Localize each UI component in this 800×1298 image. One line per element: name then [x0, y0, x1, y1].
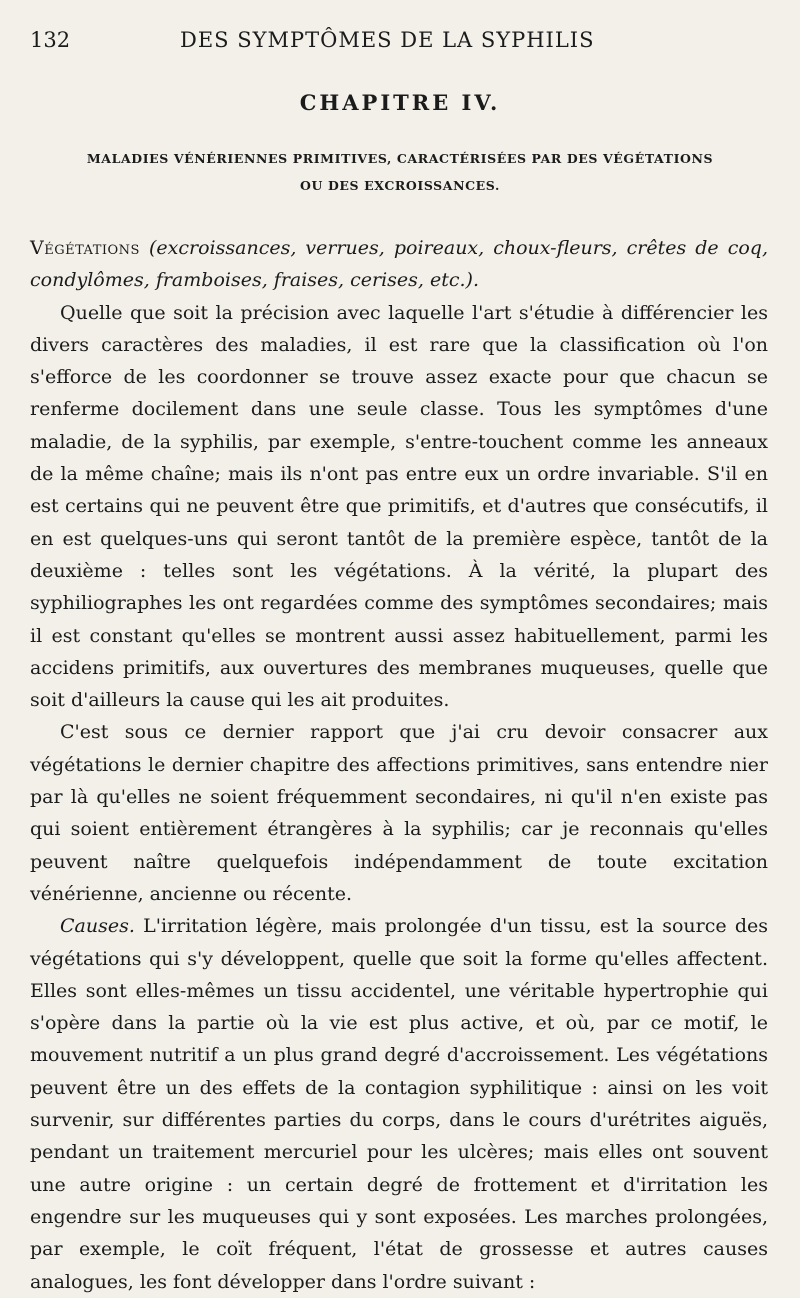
- running-header: [30, 28, 774, 60]
- section-heading: [30, 232, 768, 297]
- paragraph-2: C'est sous ce dernier rapport que j'ai cru devoir consacrer aux végétations le dernier chapitre des affections primitives, sans entendre nier par là qu'elles ne soient fréquemment secondaires, ni qu'il n'en existe pas qui soient entièrement étrangères à la syphilis; car je reconnais qu'elles peuvent naître quelquefois indépendamment de toute excitation vénérienne, ancienne ou récente.: [30, 721, 768, 905]
- chapter-subtitle-line-1: MALADIES VÉNÉRIENNES PRIMITIVES, CARACTÉRISÉES PAR DES VÉGÉTATIONS: [86, 151, 714, 166]
- paragraph-3: [30, 910, 768, 1298]
- paragraph-3-text: L'irritation légère, mais prolongée d'un tissu, est la source des végétations qui s'y développent, quelle que soit la forme qu'elles affectent. Elles sont elles-mêmes un tissu accidentel, une véritable hypertrophie qui s'opère dans la partie où la vie est plus active, et où, par ce motif, le mouvement nutritif a un plus grand degré d'accroissement. Les végétations peuvent être un des effets de la contagion syphilitique : ainsi on les voit survenir, sur différentes parties du corps, dans le cours d'urétrites aiguës, pendant un traitement mercuriel pour les ulcères; mais elles ont souvent une autre origine : un certain degré de frottement et d'irritation les engendre sur les muqueuses qui y sont exposées. Les marches prolongées, par exemple, le coït fréquent, l'état de grossesse et autres causes analogues, les font développer dans l'ordre suivant :: [30, 915, 768, 1293]
- chapter-title: CHAPITRE IV.: [299, 90, 501, 115]
- running-title: DES SYMPTÔMES DE LA SYPHILIS: [180, 28, 595, 52]
- paragraph-1: Quelle que soit la précision avec laquelle l'art s'étudie à différencier les divers caractères des maladies, il est rare que la classification où l'on s'efforce de les coordonner se trouve assez exacte pour que chacun se renferme docilement dans une seule classe. Tous les symptômes d'une maladie, de la syphilis, par exemple, s'entre-touchent comme les anneaux de la même chaîne; mais ils n'ont pas entre eux un ordre invariable. S'il en est certains qui ne peuvent être que primitifs, et d'autres que consécutifs, il en est quelques-uns qui seront tantôt de la première espèce, tantôt de la deuxième : telles sont les végétations. À la vérité, la plupart des syphiliographes les ont regardées comme des symptômes secondaires; mais il est constant qu'elles se montrent aussi assez habituellement, parmi les accidens primitifs, aux ouvertures des membranes muqueuses, quelle que soit d'ailleurs la cause qui les ait produites.: [30, 301, 768, 712]
- body-text: [30, 232, 768, 1298]
- heading-synonyms: (excroissances, verrues, poireaux, choux-fleurs, crêtes de coq, condylômes, framboises, fraises, cerises, etc.).: [30, 237, 768, 292]
- chapter-subtitle-line-2: OU DES EXCROISSANCES.: [300, 178, 500, 193]
- causes-label: Causes.: [60, 915, 135, 938]
- heading-word: Végétations: [30, 237, 140, 259]
- page-number: 132: [30, 28, 71, 52]
